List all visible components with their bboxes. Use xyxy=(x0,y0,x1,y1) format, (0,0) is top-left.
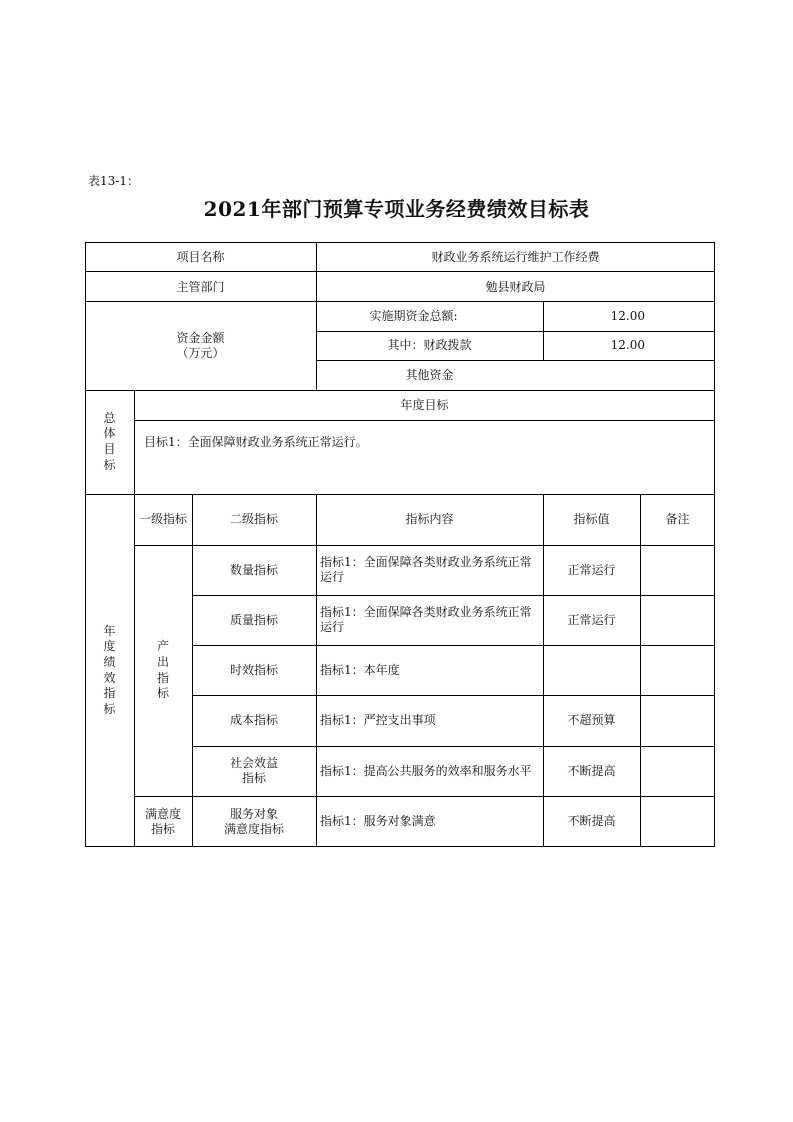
row-content: 指标1：全面保障各类财政业务系统正常运行 xyxy=(320,555,532,584)
satisfaction-indicator-label: 满意度指标 xyxy=(144,806,181,836)
fiscal-funds-value: 12.00 xyxy=(610,338,645,352)
row-remark xyxy=(640,695,715,746)
row-remark xyxy=(640,796,715,847)
fiscal-funds-label: 其中：财政拨款 xyxy=(387,338,472,352)
row-level2: 服务对象 满意度指标 xyxy=(223,806,284,836)
funds-amount-label: 资金金额 （万元） xyxy=(176,330,225,360)
other-funds-value xyxy=(543,360,715,390)
annual-goal-header: 年度目标 xyxy=(400,397,449,412)
department-label: 主管部门 xyxy=(176,279,225,294)
row-level2: 时效指标 xyxy=(229,662,278,677)
overall-goal-label-text: 总体目标 xyxy=(103,410,116,472)
department-value: 勉县财政局 xyxy=(485,279,546,294)
project-name-value: 财政业务系统运行维护工作经费 xyxy=(431,249,600,264)
row-content: 指标1：本年度 xyxy=(320,662,400,677)
performance-target-table xyxy=(85,242,715,847)
other-funds-label: 其他资金 xyxy=(405,367,454,382)
row-remark xyxy=(640,746,715,796)
total-funds-label: 实施期资金总额: xyxy=(369,308,458,323)
total-funds-value: 12.00 xyxy=(610,308,645,323)
overall-goal-label xyxy=(85,390,134,494)
row-remark xyxy=(640,545,715,595)
annual-performance-label-text: 年度绩效指标 xyxy=(103,623,116,716)
row-content: 指标1：严控支出事项 xyxy=(320,713,436,727)
row-value: 正常运行 xyxy=(567,612,616,627)
row-content: 指标1：服务对象满意 xyxy=(320,814,436,828)
annual-performance-label xyxy=(85,494,134,847)
row-level2: 数量指标 xyxy=(229,562,278,577)
row-remark xyxy=(640,645,715,695)
row-remark xyxy=(640,595,715,645)
annual-goal-text: 目标1：全面保障财政业务系统正常运行。 xyxy=(144,435,368,449)
output-indicator-label-text: 产出指标 xyxy=(156,639,169,701)
row-level2: 社会效益 指标 xyxy=(229,756,278,785)
header-level1: 一级指标 xyxy=(138,512,187,526)
document-title: 2021年部门预算专项业务经费绩效目标表 xyxy=(203,197,590,221)
output-indicator-label xyxy=(134,545,192,796)
header-remark: 备注 xyxy=(665,512,690,526)
row-value: 不断提高 xyxy=(567,763,616,778)
row-value: 不超预算 xyxy=(567,713,616,727)
project-name-label: 项目名称 xyxy=(176,249,225,264)
table-number: 表13-1： xyxy=(88,174,139,188)
row-level2: 成本指标 xyxy=(229,713,278,727)
header-value: 指标值 xyxy=(573,512,610,526)
row-level2: 质量指标 xyxy=(229,612,278,627)
row-value: 不断提高 xyxy=(567,814,616,828)
row-value xyxy=(543,645,640,695)
row-value: 正常运行 xyxy=(567,562,616,577)
header-content: 指标内容 xyxy=(405,512,454,526)
row-content: 指标1：全面保障各类财政业务系统正常运行 xyxy=(320,605,532,634)
header-level2: 二级指标 xyxy=(229,512,278,526)
row-content: 指标1：提高公共服务的效率和服务水平 xyxy=(320,763,532,778)
